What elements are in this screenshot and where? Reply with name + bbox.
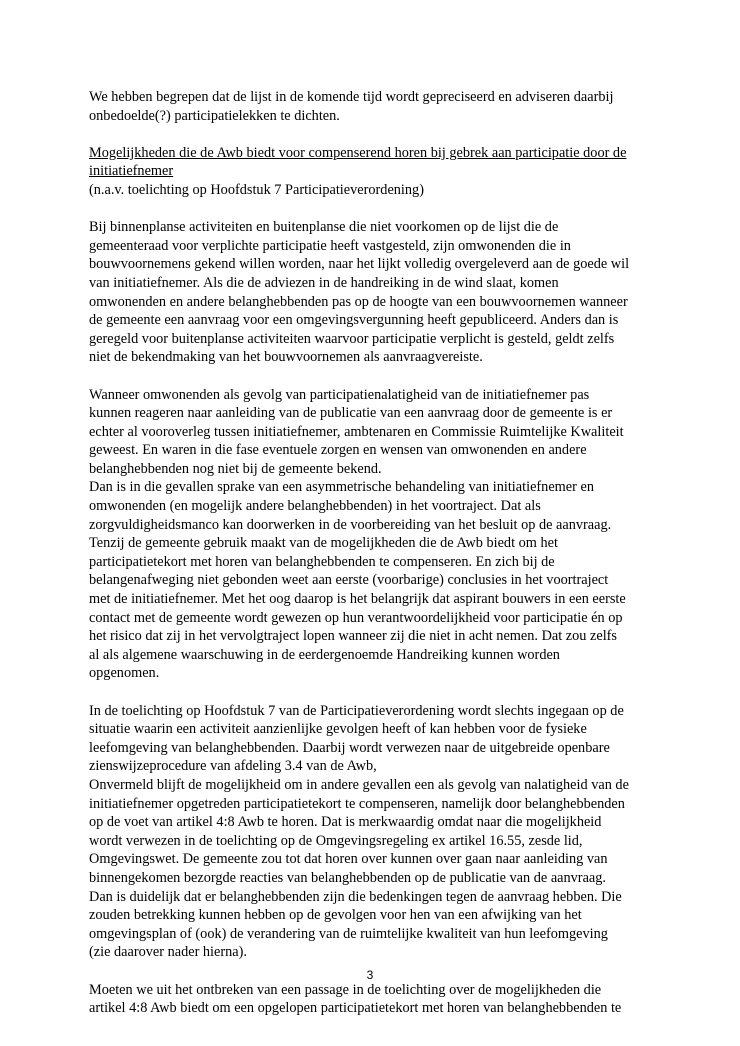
section-heading: Mogelijkheden die de Awb biedt voor compenserend horen bij gebrek aan participatie door de — [89, 144, 627, 161]
text-line: In de toelichting op Hoofdstuk 7 van de Participatieverordening wordt slechts ingegaan op de — [89, 702, 624, 719]
text-line: omgevingsplan of (ook) de verandering van de ruimtelijke kwaliteit van hun leefomgeving — [89, 925, 608, 942]
text-line: participatietekort met horen van belanghebbenden te compenseren. En zich bij de — [89, 553, 555, 570]
section-heading: initiatiefnemer — [89, 163, 174, 180]
text-line: bouwvoornemens gekend willen worden, naar het lijkt volledig overgeleverd aan de goede wil — [89, 256, 630, 273]
page-number: 3 — [366, 968, 374, 982]
text-line: wordt verwezen in de toelichting op de Omgevingsregeling ex artikel 16.55, zesde lid, — [89, 832, 583, 849]
text-line: belanghebbenden nog niet bij de gemeente bekend. — [89, 460, 382, 477]
text-line: van initiatiefnemer. Als die de adviezen in de handreiking in de wind slaat, komen — [89, 274, 559, 291]
body-paragraph-1 — [89, 218, 669, 367]
text-line: initiatiefnemer opgetreden participatietekort te compenseren, namelijk door belanghebbenden — [89, 795, 625, 812]
text-line: We hebben begrepen dat de lijst in de komende tijd wordt gepreciseerd en adviseren daarbij — [89, 89, 614, 105]
text-line: onbedoelde(?) participatielekken te dichten. — [89, 107, 340, 124]
text-line: Dan is duidelijk dat er belanghebbenden zijn die bedenkingen tegen de aanvraag hebben. Die — [89, 888, 622, 905]
text-line: niet de bekendmaking van het bouwvoornemen als aanvraagvereiste. — [89, 349, 483, 366]
text-line: situatie waarin een activiteit aanzienlijke gevolgen heeft of kan hebben voor de fysieke — [89, 721, 587, 738]
text-line: echter al vooroverleg tussen initiatiefnemer, ambtenaren en Commissie Ruimtelijke Kwaliteit — [89, 423, 624, 440]
text-line: omwonenden (en mogelijk andere belanghebbenden) in het voortraject. Dat als — [89, 498, 541, 515]
text-line: Onvermeld blijft de mogelijkheid om in andere gevallen een als gevolg van nalatigheid van de — [89, 776, 629, 793]
body-paragraph-3 — [89, 702, 669, 962]
text-line: binnengekomen bezorgde reacties van belanghebbenden op de publicatie van de aanvraag. — [89, 869, 606, 886]
body-paragraph-4 — [89, 981, 669, 1018]
text-line: omwonenden en andere belanghebbenden pas op de hoogte van een bouwvoornemen wanneer — [89, 293, 628, 310]
text-line: het risico dat zij in het vervolgtraject lopen wanneer zij die niet in acht nemen. Dat zou zelfs — [89, 628, 617, 645]
text-line: Moeten we uit het ontbreken van een passage in de toelichting over de mogelijkheden die — [89, 981, 602, 998]
text-line: Omgevingswet. De gemeente zou tot dat horen over kunnen over gaan naar aanleiding van — [89, 851, 608, 868]
text-line: geweest. En waren in die fase eventuele zorgen en wensen van omwonenden en andere — [89, 442, 587, 459]
text-line: opgenomen. — [89, 665, 160, 682]
body-paragraph-2 — [89, 386, 669, 684]
intro-paragraph — [89, 88, 669, 125]
text-line: (zie daarover nader hierna). — [89, 944, 247, 961]
text-line: zienswijzeprocedure van afdeling 3.4 van de Awb, — [89, 758, 377, 775]
text-line: artikel 4:8 Awb biedt om een opgelopen participatietekort met horen van belanghebbenden te — [89, 1000, 622, 1017]
text-line: al als algemene waarschuwing in de eerdergenoemde Handreiking kunnen worden — [89, 646, 560, 663]
text-line: leefomgeving van belanghebbenden. Daarbij wordt verwezen naar de uitgebreide openbare — [89, 739, 610, 756]
text-line: met de initiatiefnemer. Met het oog daarop is het belangrijk dat aspirant bouwers in een eerste — [89, 591, 626, 608]
section-subheading: (n.a.v. toelichting op Hoofdstuk 7 Participatieverordening) — [89, 181, 424, 198]
text-line: Bij binnenplanse activiteiten en buitenplanse die niet voorkomen op de lijst die de — [89, 219, 559, 236]
text-line: op de voet van artikel 4:8 Awb te horen. Dat is merkwaardig omdat naar die mogelijkheid — [89, 814, 602, 831]
section-heading-block — [89, 144, 669, 200]
text-line: zouden betrekking kunnen hebben op de gevolgen voor hen van een afwijking van het — [89, 907, 582, 924]
text-line: Tenzij de gemeente gebruik maakt van de mogelijkheden die de Awb biedt om het — [89, 535, 558, 552]
text-line: Wanneer omwonenden als gevolg van participatienalatigheid van de initiatiefnemer pas — [89, 386, 590, 403]
text-line: kunnen reageren naar aanleiding van de publicatie van een aanvraag door de gemeente is er — [89, 405, 613, 422]
text-line: gemeenteraad voor verplichte participatie heeft vastgesteld, zijn omwonenden die in — [89, 237, 571, 254]
text-line: de gemeente een aanvraag voor een omgevingsvergunning heeft gepubliceerd. Anders dan is — [89, 312, 619, 329]
text-line: geregeld voor buitenplanse activiteiten waarvoor participatie verplicht is gesteld, geldt zelfs — [89, 330, 615, 347]
document-page — [89, 88, 669, 1018]
text-line: zorgvuldigheidsmanco kan doorwerken in de voorbereiding van het besluit op de aanvraag. — [89, 516, 612, 533]
text-line: belangenafweging niet gebonden weet aan eerste (voorbarige) conclusies in het voortraject — [89, 572, 609, 589]
text-line: Dan is in die gevallen sprake van een asymmetrische behandeling van initiatiefnemer en — [89, 479, 594, 496]
text-line: contact met de gemeente wordt gewezen op hun verantwoordelijkheid voor participatie én op — [89, 609, 623, 626]
